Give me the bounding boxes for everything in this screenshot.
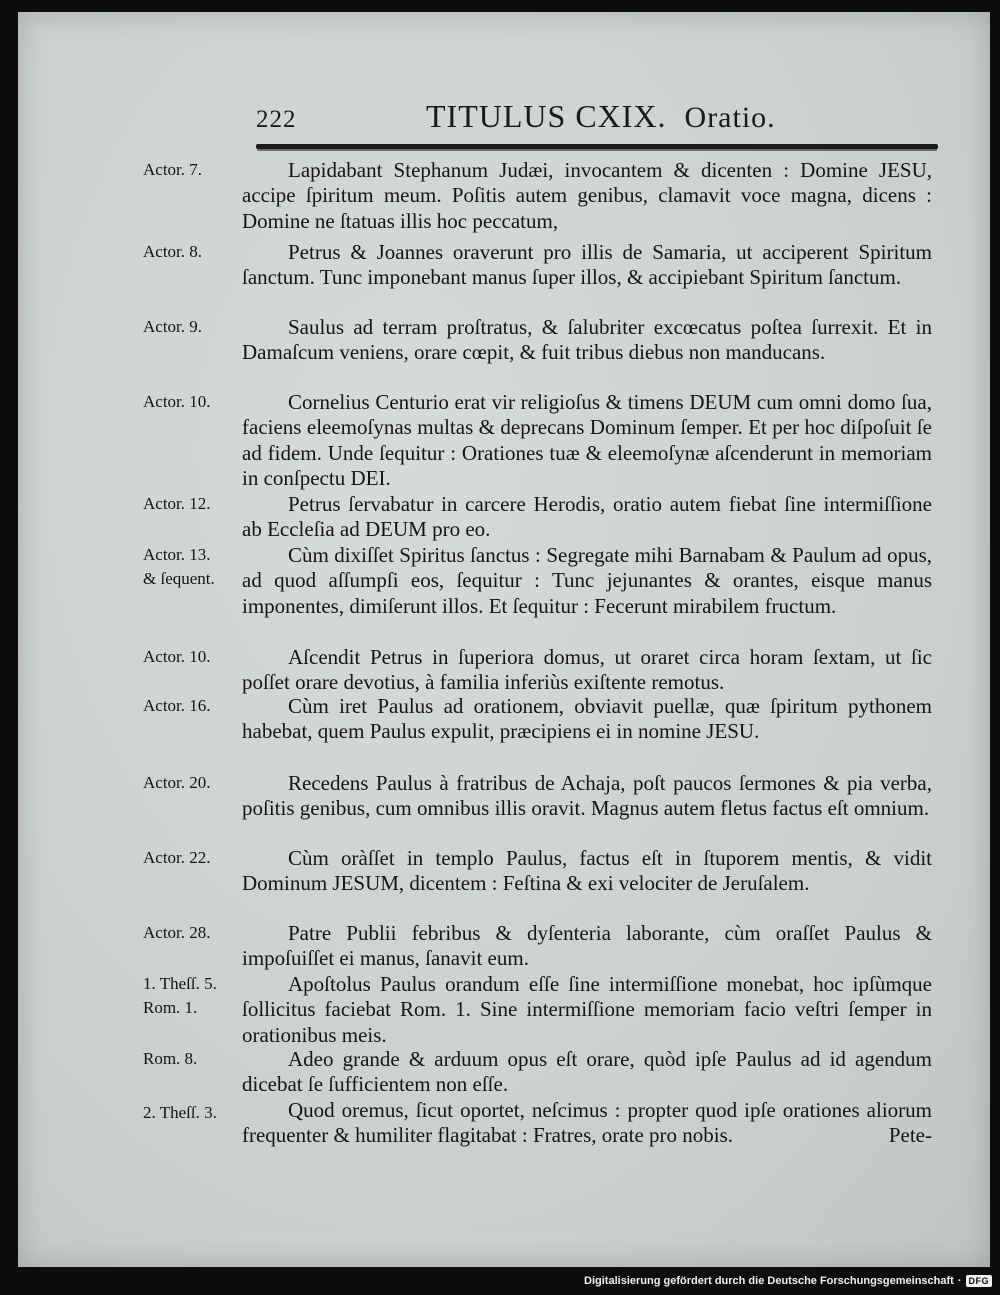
credit-text: Digitalisierung gefördert durch die Deutsche Forschungsgemeinschaft — [584, 1275, 954, 1287]
margin-reference: Rom. 8. — [143, 1049, 198, 1068]
entry-text: Saulus ad terram proſtratus, & ſalubriter excœcatus poſtea ſurrexit. Et in Damaſcum veniens, orare cœpit, & fuit tribus diebus non manducans. — [242, 315, 932, 365]
title-subject: Oratio. — [684, 101, 776, 134]
margin-reference: 2. Theſſ. 3. — [143, 1103, 217, 1122]
entry-text — [242, 1098, 932, 1149]
entry-text: Cùm dixiſſet Spiritus ſanctus : Segregate mihi Barnabam & Paulum ad opus, ad quod aſſumpſi eos, ſequitur : Tunc jejunantes & orantes, eisque manus imponentes, dimiſerunt illos. Et ſequitur : Fecerunt mirabilem fructum. — [242, 543, 932, 618]
margin-reference: 1. Theſſ. 5. Rom. 1. — [143, 974, 217, 1017]
margin-reference: Actor. 12. — [143, 494, 211, 513]
scanned-page — [18, 12, 990, 1267]
catchword: Pete- — [888, 1123, 932, 1148]
margin-reference: Actor. 13. & ſequent. — [143, 545, 215, 588]
margin-reference: Actor. 9. — [143, 317, 203, 336]
entries-list — [18, 12, 990, 1267]
entry-text: Cornelius Centurio erat vir religioſus & timens DEUM cum omni domo ſua, faciens eleemoſynas multas & deprecans Dominum ſemper. Et per hoc diſpoſuit ſe ad fidem. Unde ſequitur : Orationes tuæ & eleemoſynæ aſcenderunt in memoriam in conſpectu DEI. — [242, 390, 932, 491]
dfg-logo-icon: DFG — [966, 1275, 993, 1287]
margin-reference: Actor. 8. — [143, 242, 203, 261]
entry-text: Cùm oràſſet in templo Paulus, factus eſt in ſtuporem mentis, & vidit Dominum JESUM, dicentem : Feſtina & exi velociter de Jeruſalem. — [242, 846, 932, 896]
footer-credit: Digitalisierung gefördert durch die Deutsche Forschungsgemeinschaft · DFG — [584, 1273, 992, 1289]
margin-reference: Actor. 16. — [143, 696, 211, 715]
entry-body: Quod oremus, ſicut oportet, neſcimus : propter quod ipſe orationes aliorum frequenter & humiliter flagitabat : Fratres, orate pro nobis. — [242, 1098, 932, 1148]
entry-text: Adeo grande & arduum opus eſt orare, quòd ipſe Paulus ad id agendum dicebat ſe ſufficientem non eſſe. — [242, 1047, 932, 1097]
entry-text: Aſcendit Petrus in ſuperiora domus, ut oraret circa horam ſextam, ut ſic poſſet orare devotius, à familia inferiùs exiſtente remotus. — [242, 645, 932, 695]
page-number: 222 — [256, 106, 297, 133]
margin-reference: Actor. 7. — [143, 160, 203, 179]
entry-text: Cùm iret Paulus ad orationem, obviavit puellæ, quæ ſpiritum pythonem habebat, quem Paulus expulit, præcipiens ei in nomine JESU. — [242, 694, 932, 744]
entry-text: Lapidabant Stephanum Judæi, invocantem & dicenten : Domine JESU, accipe ſpiritum meum. Poſitis autem genibus, clamavit voce magna, dicens : Domine ne ſtatuas illis hoc peccatum, — [242, 158, 932, 233]
entry-text: Recedens Paulus à fratribus de Achaja, poſt paucos ſermones & pia verba, poſitis genibus, cum omnibus illis oravit. Magnus autem fletus factus eſt omnium. — [242, 771, 932, 821]
margin-reference: Actor. 28. — [143, 923, 211, 942]
entry-text: Petrus & Joannes oraverunt pro illis de Samaria, ut acciperent Spiritum ſanctum. Tunc imponebant manus ſuper illos, & accipiebant Spiritum ſanctum. — [242, 240, 932, 290]
entry-text: Petrus ſervabatur in carcere Herodis, oratio autem fiebat ſine intermiſſione ab Eccleſia ad DEUM pro eo. — [242, 492, 932, 542]
margin-reference: Actor. 10. — [143, 647, 211, 666]
entry-text: Patre Publii febribus & dyſenteria laborante, cùm oraſſet Paulus & impoſuiſſet ei manus, ſanavit eum. — [242, 921, 932, 971]
margin-reference: Actor. 22. — [143, 848, 211, 867]
margin-reference: Actor. 20. — [143, 773, 211, 792]
title-text: TITULUS CXIX. — [426, 98, 667, 134]
margin-reference: Actor. 10. — [143, 392, 211, 411]
entry-text: Apoſtolus Paulus orandum eſſe ſine intermiſſione monebat, hoc ipſùmque ſollicitus faciebat Rom. 1. Sine intermiſſione memoriam facio veſtri ſemper in orationibus meis. — [242, 972, 932, 1047]
